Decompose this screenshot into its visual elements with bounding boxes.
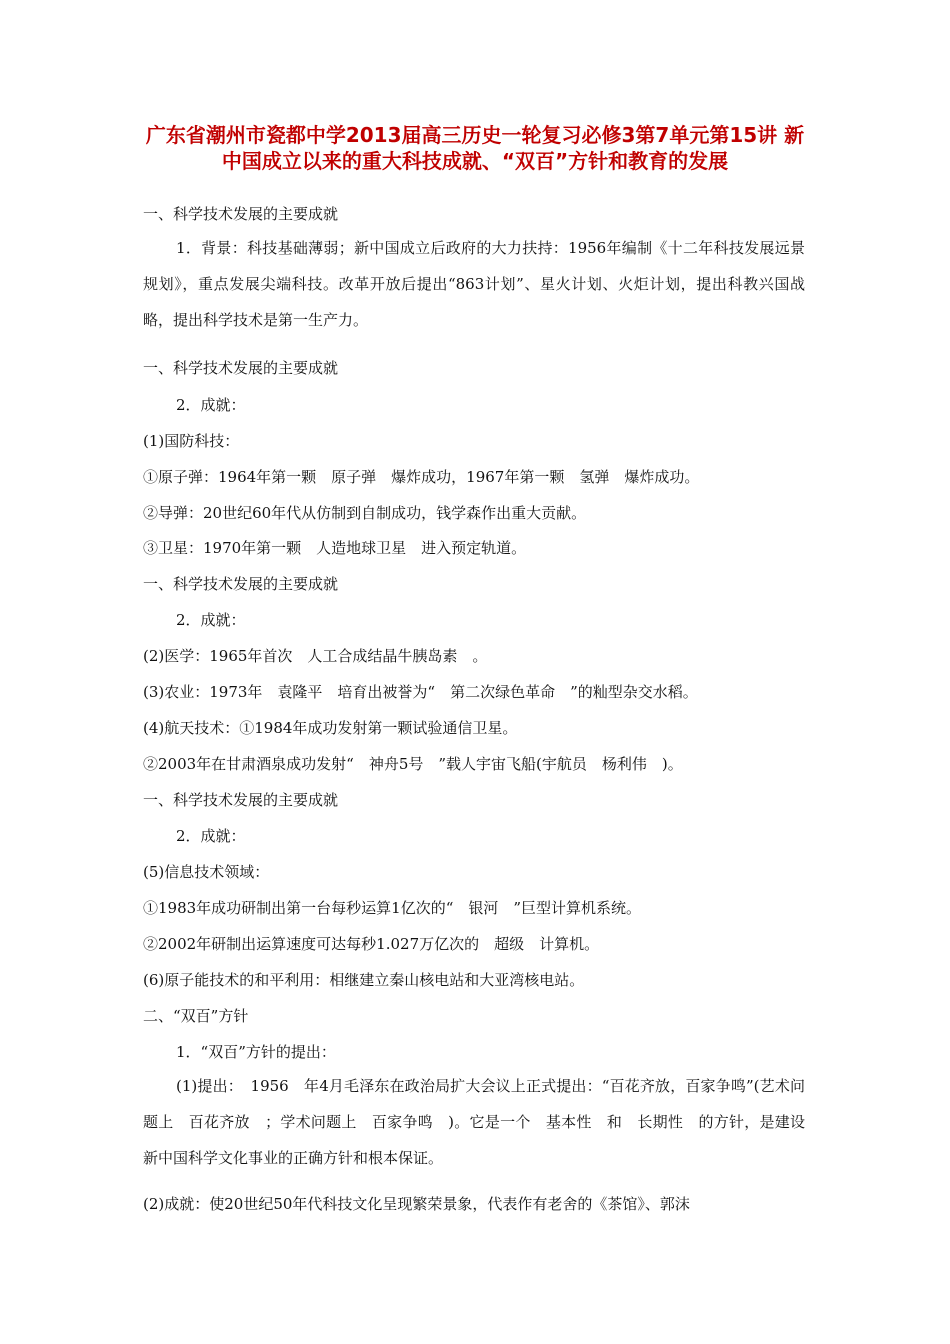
paragraph-proposal: (1)提出： 1956 年4月毛泽东在政治局扩大会议上正式提出：“百花齐放，百家争鸣”(艺术问题上 百花齐放 ；学术问题上 百家争鸣 )。它是一个 基本性 和 长期性 的方针，是建设新中国科学文化事业的正确方针和根本保证。 [143,1077,805,1167]
section-heading: 一、科学技术发展的主要成就 [143,359,339,377]
item-info-1: ①1983年成功研制出第一台每秒运算1亿次的“ 银河 ”巨型计算机系统。 [143,899,642,917]
item-nuclear: (6)原子能技术的和平利用：相继建立秦山核电站和大亚湾核电站。 [143,971,585,989]
item-medicine: (2)医学：1965年首次 人工合成结晶牛胰岛素 。 [143,647,488,665]
item-info-2: ②2002年研制出运算速度可达每秒1.027万亿次的 超级 计算机。 [143,935,600,953]
item-atomic-bomb: ①原子弹：1964年第一颗 原子弹 爆炸成功，1967年第一颗 氢弹 爆炸成功。 [143,468,700,486]
section-heading: 一、科学技术发展的主要成就 [143,575,339,593]
paragraph-background: 1．背景：科技基础薄弱；新中国成立后政府的大力扶持：1956年编制《十二年科技发展远景规划》，重点发展尖端科技。改革开放后提出“863计划”、星火计划、火炬计划，提出科教兴国战略，提出科学技术是第一生产力。 [143,239,805,329]
subheading-achievements: 2．成就： [176,611,246,629]
item-defense: (1)国防科技： [143,432,240,450]
item-space-1: (4)航天技术：①1984年成功发射第一颗试验通信卫星。 [143,719,518,737]
section-heading: 一、科学技术发展的主要成就 [143,205,339,223]
item-missile: ②导弹：20世纪60年代从仿制到自制成功，钱学森作出重大贡献。 [143,504,587,522]
section-heading-2: 二、“双百”方针 [143,1007,249,1025]
section-heading: 一、科学技术发展的主要成就 [143,791,339,809]
item-space-2: ②2003年在甘肃酒泉成功发射“ 神舟5号 ”载人宇宙飞船(宇航员 杨利伟 )。 [143,755,683,773]
subheading-double-hundred: 1．“双百”方针的提出： [176,1043,336,1061]
document-title: 广东省潮州市瓷都中学2013届高三历史一轮复习必修3第7单元第15讲 新中国成立以来的重大科技成就、“双百”方针和教育的发展 [145,123,805,173]
subheading-achievements: 2．成就： [176,827,246,845]
subheading-achievements: 2．成就： [176,396,246,414]
item-satellite: ③卫星：1970年第一颗 人造地球卫星 进入预定轨道。 [143,539,527,557]
item-agriculture: (3)农业：1973年 袁隆平 培育出被誉为“ 第二次绿色革命 ”的籼型杂交水稻。 [143,683,698,701]
item-info: (5)信息技术领域： [143,863,270,881]
paragraph-achievement: (2)成就：使20世纪50年代科技文化呈现繁荣景象，代表作有老舍的《茶馆》、郭沫 [143,1195,690,1213]
